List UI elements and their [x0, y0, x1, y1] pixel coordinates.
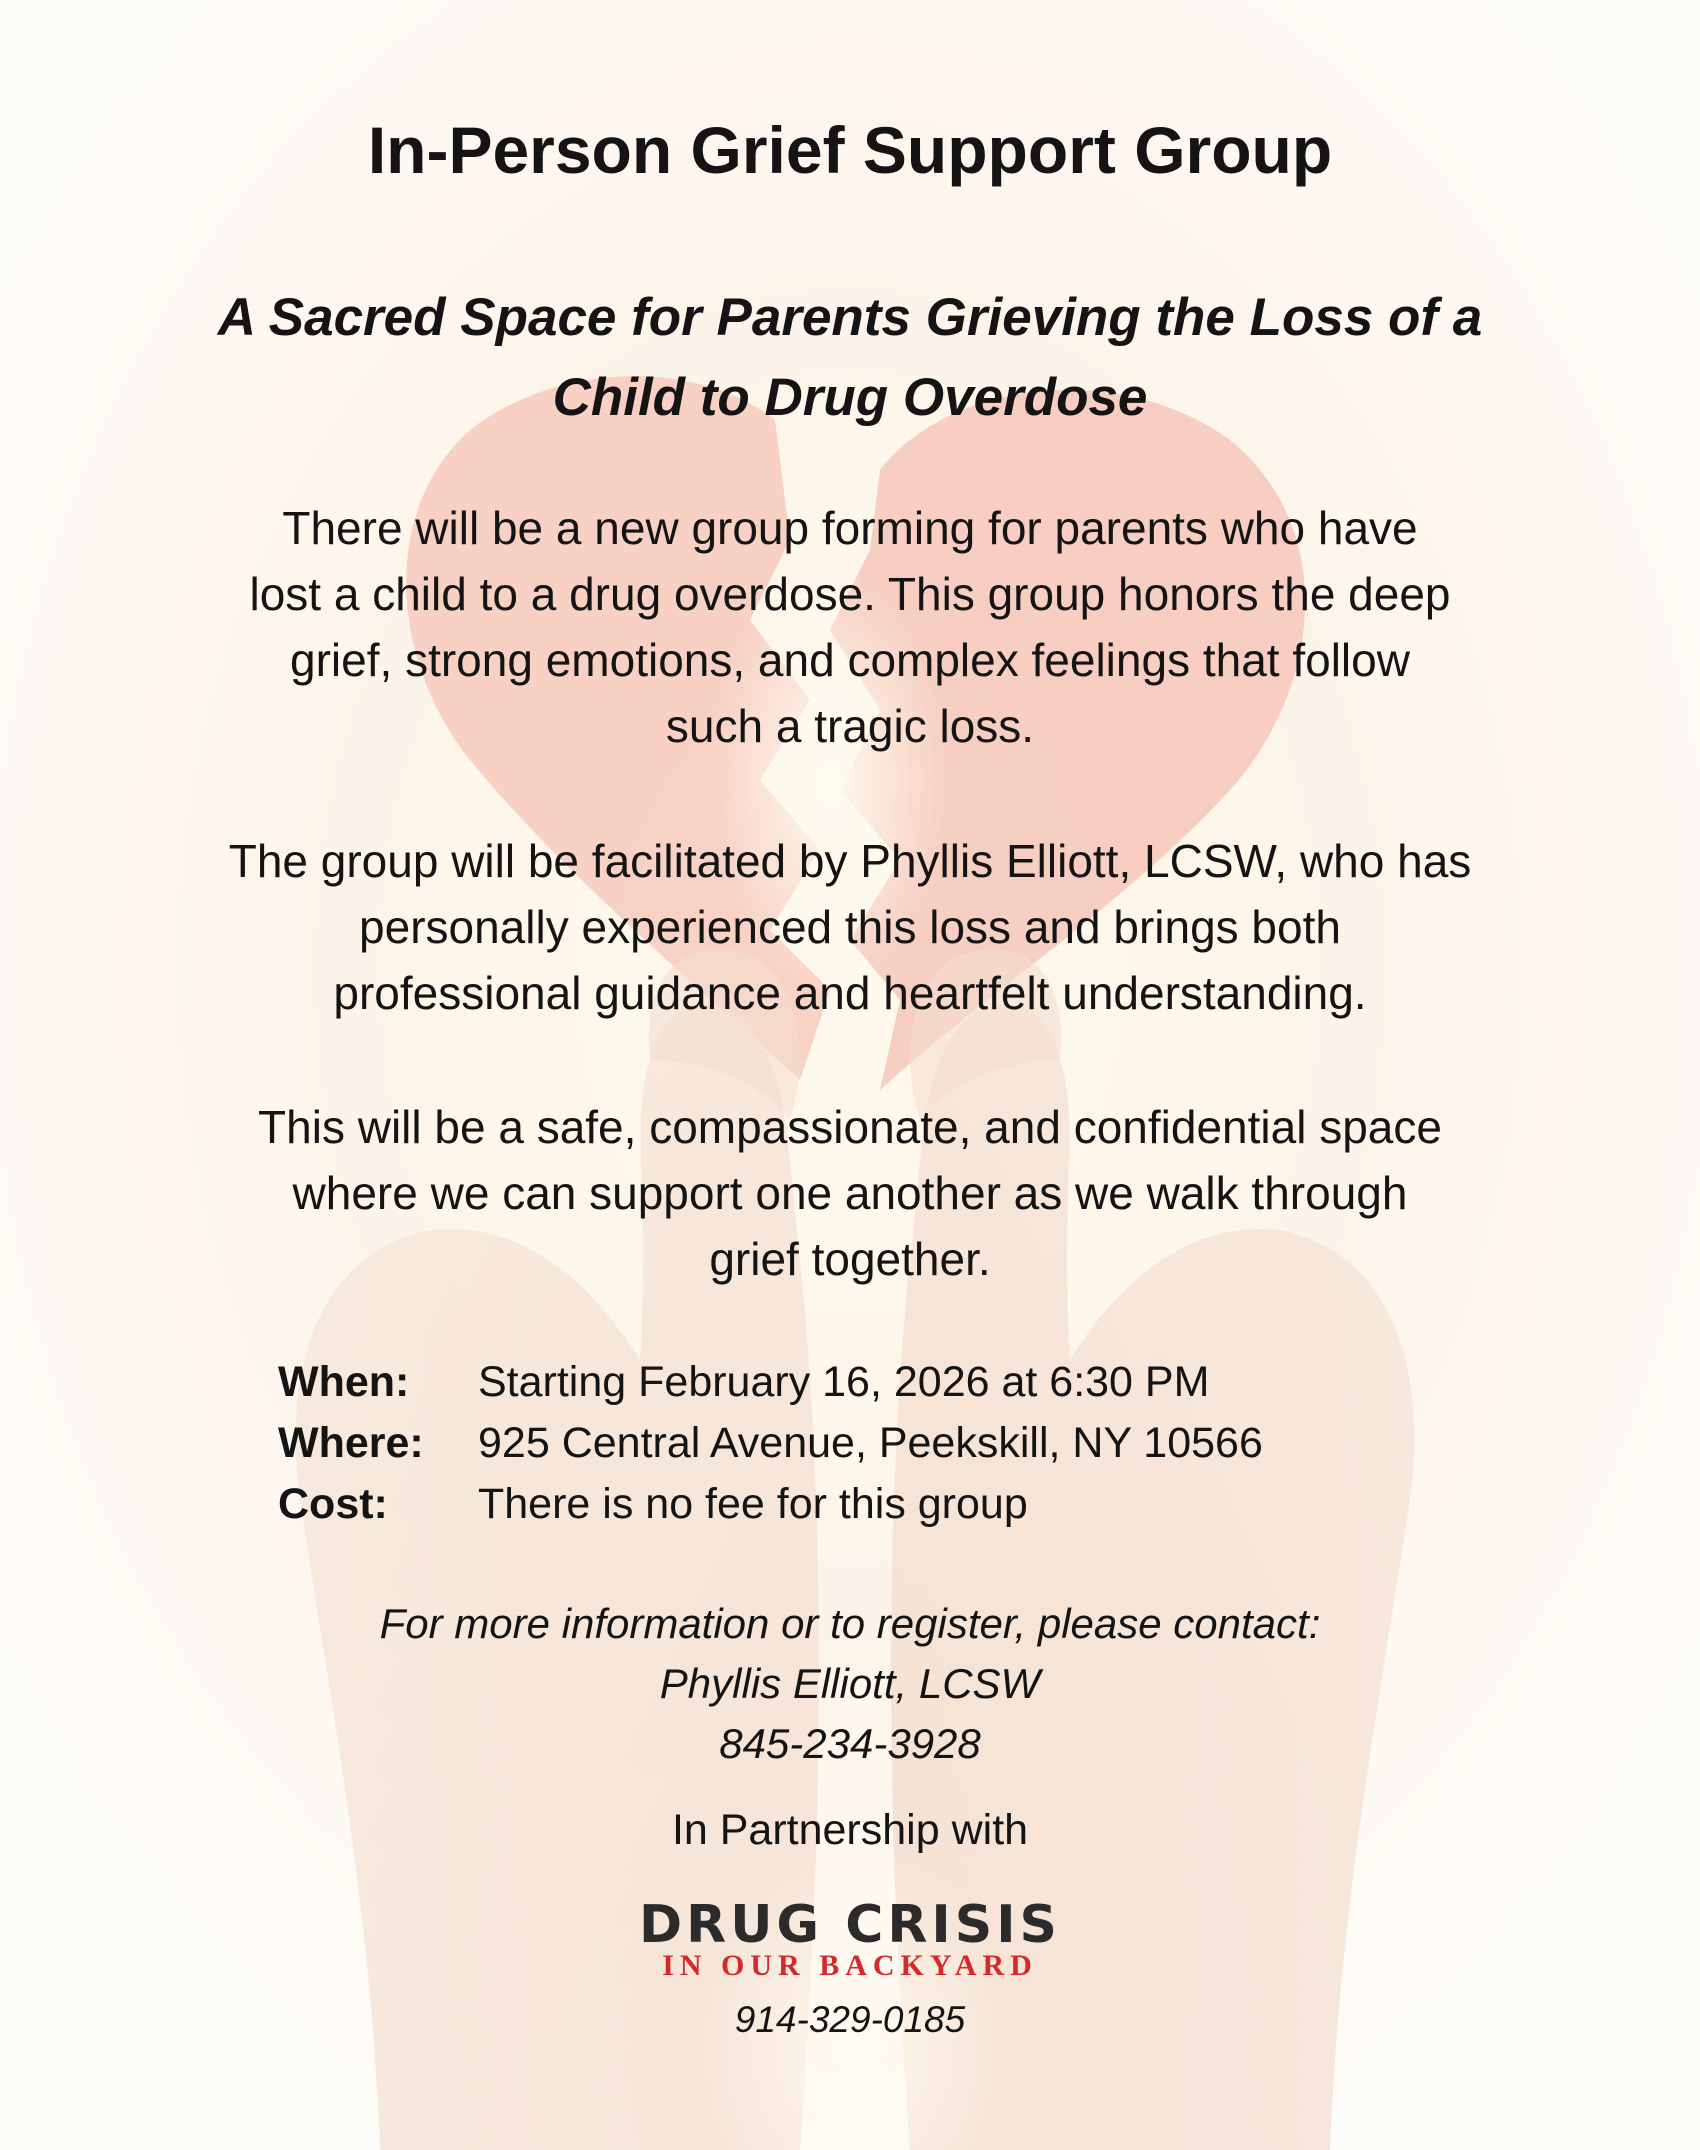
page-title: In-Person Grief Support Group: [367, 113, 1333, 187]
detail-row-when: [278, 1352, 1378, 1413]
detail-row-where: [278, 1413, 1378, 1474]
partnership-label: In Partnership with: [671, 1806, 1029, 1854]
paragraph-line: such a tragic loss.: [665, 700, 1035, 752]
safe-space-paragraph: [160, 1094, 1540, 1292]
paragraph-line: professional guidance and heartfelt understanding.: [333, 967, 1367, 1019]
paragraph-line: There will be a new group forming for parents who have: [282, 502, 1418, 554]
subtitle-line-2: Child to Drug Overdose: [552, 368, 1148, 427]
paragraph-line: The group will be facilitated by Phyllis Elliott, LCSW, who has: [228, 835, 1472, 887]
paragraph-line: This will be a safe, compassionate, and confidential space: [258, 1101, 1442, 1153]
logo-sub-text: IN OUR BACKYARD: [662, 1949, 1038, 1982]
contact-block: [150, 1594, 1550, 1774]
cost-label: Cost:: [278, 1480, 388, 1528]
contact-phone[interactable]: 845-234-3928: [719, 1720, 981, 1767]
page-subtitle: [150, 278, 1550, 438]
paragraph-line: where we can support one another as we walk through: [292, 1167, 1408, 1219]
paragraph-line: grief, strong emotions, and complex feelings that follow: [290, 634, 1410, 686]
intro-paragraph: [160, 495, 1540, 759]
paragraph-line: personally experienced this loss and brings both: [359, 901, 1341, 953]
where-label: Where:: [278, 1419, 424, 1467]
contact-name: Phyllis Elliott, LCSW: [659, 1660, 1041, 1707]
when-label: When:: [278, 1358, 410, 1406]
logo-main-text: DRUG CRISIS: [638, 1895, 1061, 1955]
cost-value: There is no fee for this group: [478, 1480, 1028, 1528]
paragraph-line: lost a child to a drug overdose. This group honors the deep: [249, 568, 1451, 620]
subtitle-line-1: A Sacred Space for Parents Grieving the Loss of a: [217, 288, 1483, 347]
detail-row-cost: [278, 1474, 1378, 1535]
where-value: 925 Central Avenue, Peekskill, NY 10566: [478, 1419, 1263, 1467]
drug-crisis-logo: [610, 1895, 1090, 1985]
event-details: [278, 1352, 1378, 1535]
contact-intro: For more information or to register, please contact:: [379, 1600, 1321, 1647]
facilitator-paragraph: [160, 828, 1540, 1026]
when-value: Starting February 16, 2026 at 6:30 PM: [478, 1358, 1210, 1406]
partner-phone[interactable]: 914-329-0185: [734, 1999, 966, 2040]
paragraph-line: grief together.: [709, 1233, 991, 1285]
